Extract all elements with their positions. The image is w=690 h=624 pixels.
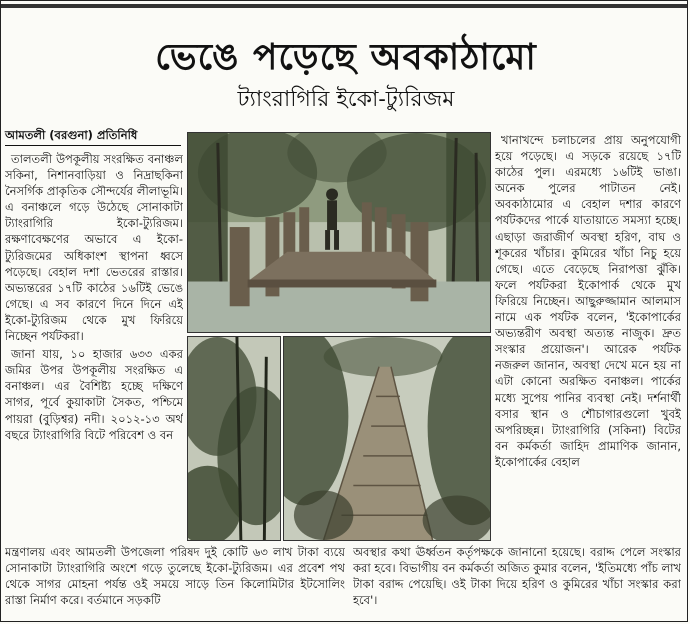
byline: আমতলী (বরগুনা) প্রতিনিধি [5,127,181,146]
left-paragraph-2: জানা যায়, ১০ হাজার ৬৩৩ একর জমির উপর উপকূলীয় সংরক্ষিত এ বনাঞ্চল। এর বৈশিষ্ট্য হচ্ছে দক্ষিণে সাগর, পূর্বে কুয়াকাটা সৈকত, পশ্চিমে পায়রা (বুড়িশ্বর) নদী। ২০১২-১৩ অর্থ বছরে ট্যাংরাগিরি বিটে পরিবেশ ও বন [5,347,183,442]
right-column [495,132,681,544]
forest-photo-illustration [188,337,280,540]
photo-forest [187,336,281,541]
left-column [5,151,183,543]
bottom-right-paragraph: অবস্থার কথা ঊর্ধ্বতন কর্তৃপক্ষকে জানানো হয়েছে। বরাদ্দ পেলে সংস্কার করা হবে। বিভাগীয় বন কর্মকর্তা অজিত কুমার বলেন, 'ইতিমধ্যে পাঁচ লাখ টাকা বরাদ্দ পেয়েছি। ওই টাকা দিয়ে হরিণ ও কুমিরের খাঁচা সংস্কার করা হবে'। [353,545,681,608]
bridge-photo-illustration [188,133,490,332]
left-paragraph-1: তালতলী উপকূলীয় সংরক্ষিত বনাঞ্চল সকিনা, নিশানবাড়িয়া ও নিদ্রাছকিনা নৈসর্গিক প্রাকৃতিক সৌন্দর্যের লীলাভূমি। এ বনাঞ্চলে গড়ে উঠেছে সোনাকাটা ট্যাংরাগিরি ইকো-ট্যুরিজম। রক্ষণাবেক্ষণের অভাবে এ ইকো-ট্যুরিজমের অধিকাংশ স্থাপনা ধ্বসে পড়েছে। বেহাল দশা ভেতরের রাস্তার। অভ্যন্তরের ১৭টি কাঠের ১৬টিই ভেঙে গেছে। এ সব কারণে দিনে দিনে এই ইকো-ট্যুরিজম থেকে মুখ ফিরিয়ে নিচ্ছেন পর্যটকরা। [5,152,183,344]
walkway-photo-illustration [284,337,490,540]
bottom-left-paragraph: মন্ত্রণালয় এবং আমতলী উপজেলা পরিষদ দুই কোটি ৬৩ লাখ টাকা ব্যয়ে সোনাকাটা ট্যাংরাগিরি অংশে গড়ে তুলেছে ইকো-ট্যুরিজম। এর প্রবেশ পথ থেকে সাগর মোহনা পর্যন্ত ওই সময়ে সাড়ে তিন কিলোমিটার ইটসোলিং রাস্তা নির্মাণ করে। বর্তমানে সড়কটি [5,545,345,608]
headline: ভেঙে পড়েছে অবকাঠামো [155,36,537,78]
top-rule [1,4,688,8]
photo-broken-bridge [187,132,491,333]
bottom-right-text [353,544,681,622]
photo-walkway [283,336,491,541]
right-paragraph-1: খানাখন্দে চলাচলের প্রায় অনুপযোগী হয়ে পড়েছে। এ সড়কে রয়েছে ১৭টি কাঠের পুল। এরমধ্যে ১৬টিই ভাঙা। অনেক পুলের পাটাতন নেই। অবকাঠামোর এ বেহাল দশার কারণে পর্যটকদের পার্কে যাতায়াতে সমস্যা হচ্ছে। এছাড়া জরাজীর্ণ অবস্থা হরিণ, বাঘ ও শূকরের খাঁচার। কুমিরের খাঁচা নিচু হয়ে গেছে। এতে বেড়েছে নিরাপত্তা ঝুঁকি। ফলে পর্যটকরা ইকোপার্ক থেকে মুখ ফিরিয়ে নিচ্ছেন। আছুরুজ্জামান আলমাস নামে এক পর্যটক বলেন, 'ইকোপার্কের অভ্যন্তরীণ অবস্থা অত্যন্ত নাজুক। দ্রুত সংস্কার প্রয়োজন'। আরেক পর্যটক নজরুল জানান, অবস্থা দেখে মনে হয় না এটা কোনো অরক্ষিত বনাঞ্চল। পার্কের মধ্যে সুপেয় পানির ব্যবস্থা নেই। দর্শনার্থী বসার স্থান ও শৌচাগারগুলো খুবই অপরিচ্ছন্ন। ট্যাংরাগিরি (সকিনা) বিটের বন কর্মকর্তা জাহিদ প্রামাণিক জানান, ইকোপার্কের বেহাল [495,133,681,469]
bottom-left-text [5,544,345,622]
subheadline: ট্যাংরাগিরি ইকো-ট্যুরিজম [237,87,455,112]
